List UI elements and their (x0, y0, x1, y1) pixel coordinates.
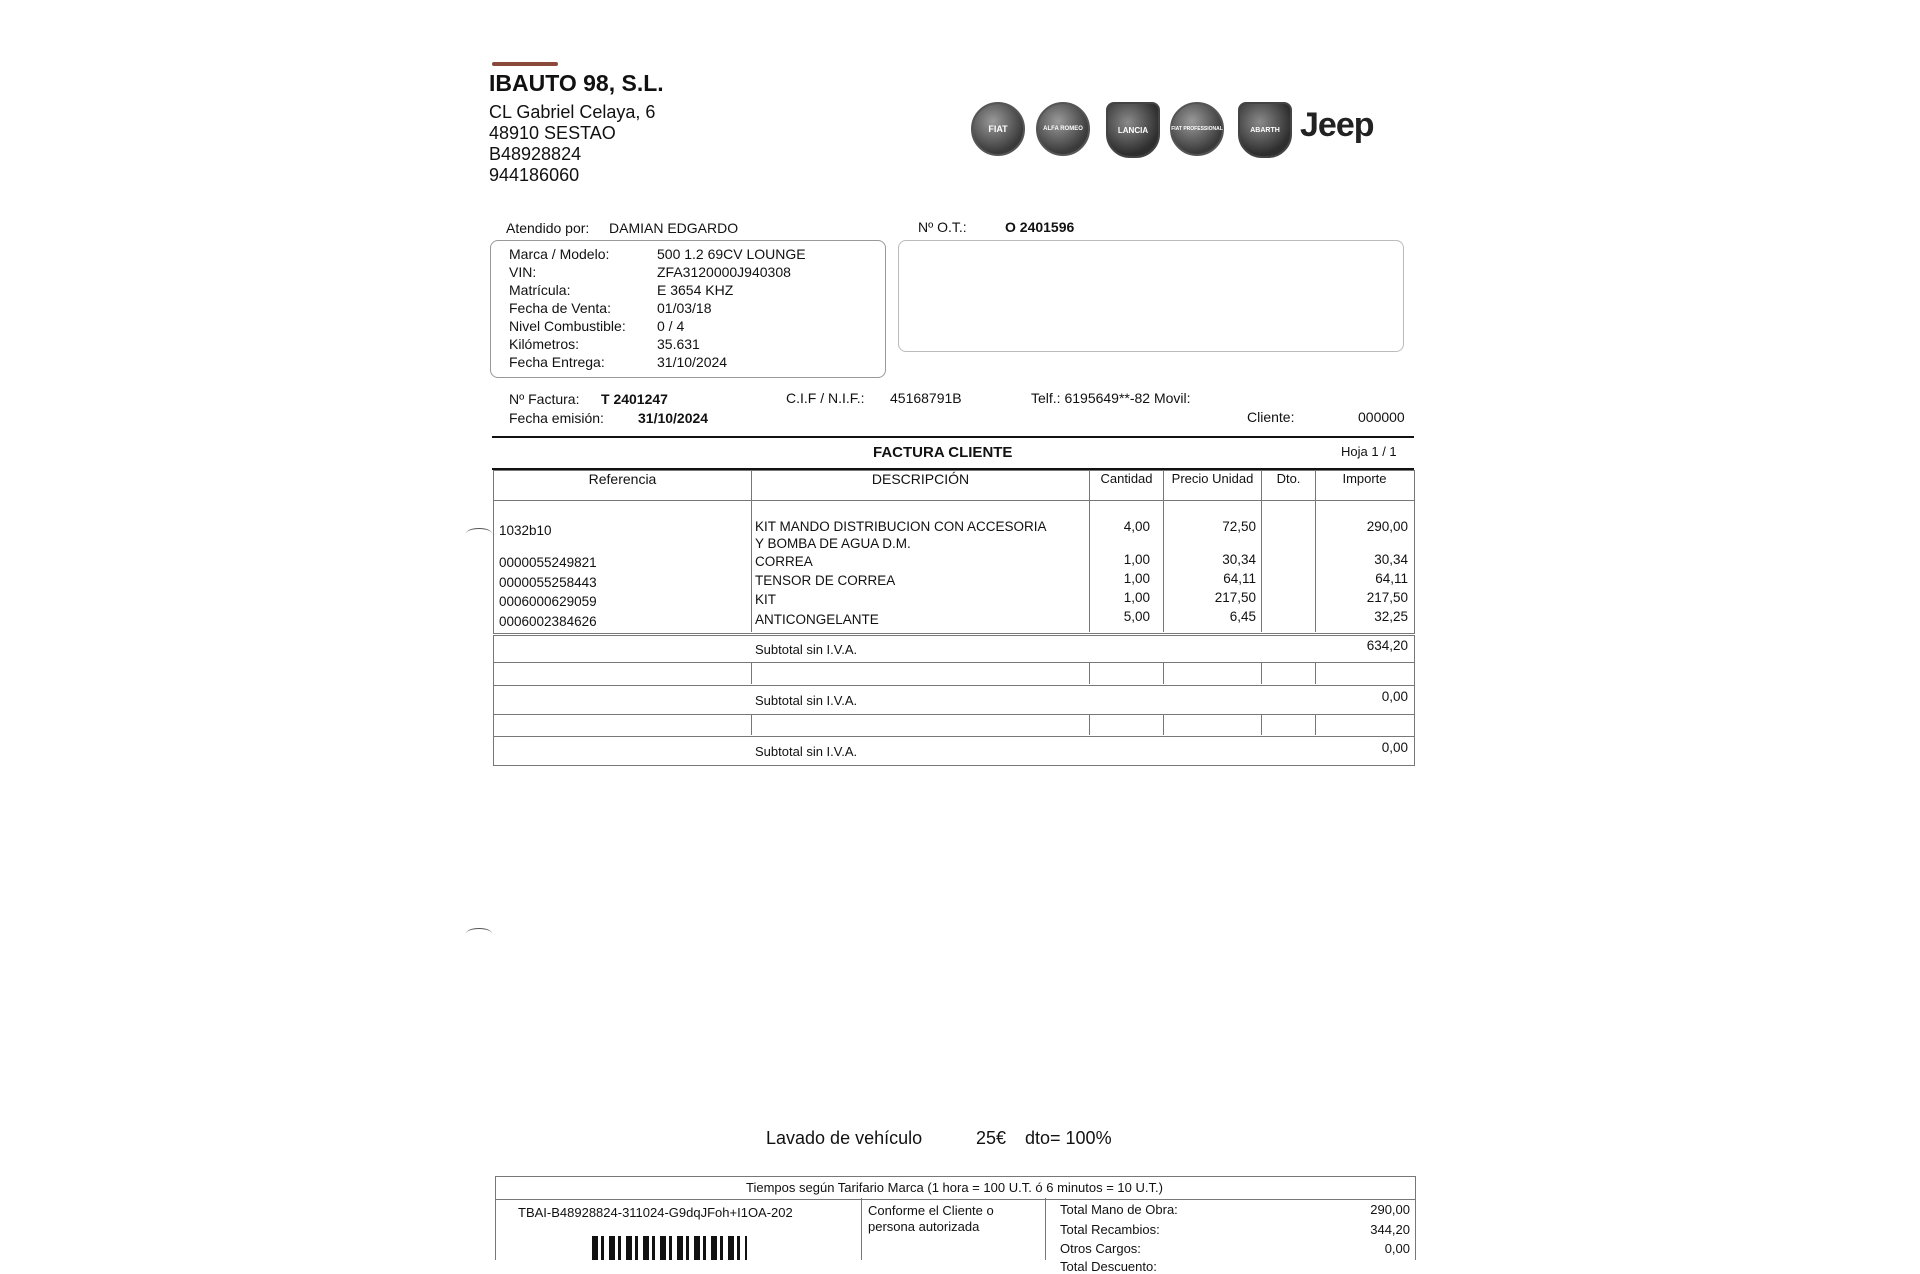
subtotal-label: Subtotal sin I.V.A. (755, 744, 858, 759)
vehicle-label: Matrícula: (509, 282, 571, 298)
lancia-logo-icon: LANCIA (1106, 102, 1160, 158)
subtotal-value: 634,20 (1366, 638, 1408, 653)
table-row-qty: 1,00 (1123, 571, 1150, 586)
empty-row (493, 662, 1415, 686)
table-row-amount: 290,00 (1366, 519, 1408, 534)
sheet-number: Hoja 1 / 1 (1341, 444, 1397, 459)
company-cif: B48928824 (489, 144, 582, 164)
client-label: Cliente: (1247, 409, 1295, 425)
invoice-date-label: Fecha emisión: (509, 410, 604, 426)
table-row-ref: 0000055249821 (499, 555, 597, 570)
jeep-logo-icon: Jeep (1300, 106, 1374, 144)
col-divider (751, 662, 752, 684)
table-row-desc: KIT (755, 592, 777, 607)
vehicle-label: Nivel Combustible: (509, 318, 626, 334)
divider (492, 436, 1414, 438)
col-divider (1045, 1198, 1046, 1260)
company-name: IBAUTO 98, S.L. (489, 70, 664, 96)
table-row-price: 6,45 (1229, 609, 1256, 624)
col-divider (1163, 662, 1164, 684)
header-dto: Dto. (1276, 471, 1301, 486)
table-row-price: 64,11 (1223, 571, 1256, 586)
table-row-price: 30,34 (1222, 552, 1256, 567)
subtotal-label: Subtotal sin I.V.A. (755, 642, 858, 657)
vehicle-label: Marca / Modelo: (509, 246, 610, 262)
col-divider (1261, 662, 1262, 684)
col-divider (1163, 714, 1164, 735)
col-divider (1315, 470, 1316, 632)
col-divider (861, 1198, 862, 1260)
table-row-qty: 1,00 (1123, 552, 1150, 567)
fiat-professional-logo-icon: FIAT PROFESSIONAL (1170, 102, 1224, 156)
header-referencia: Referencia (588, 471, 657, 487)
company-postal-city: 48910 SESTAO (489, 123, 616, 143)
table-row-desc: KIT MANDO DISTRIBUCION CON ACCESORIA (755, 519, 1047, 534)
total-value: 344,20 (1370, 1222, 1410, 1237)
col-divider (1163, 470, 1164, 632)
total-label: Total Recambios: (1060, 1222, 1160, 1237)
invoice-date: 31/10/2024 (638, 410, 709, 426)
attended-label: Atendido por: (506, 220, 590, 236)
vehicle-value: 500 1.2 69CV LOUNGE (657, 246, 806, 262)
table-row-ref: 0000055258443 (499, 575, 597, 590)
vehicle-label: VIN: (509, 264, 537, 280)
table-row-amount: 30,34 (1374, 552, 1408, 567)
phone-label: Telf.: 6195649**-82 Movil: (1031, 390, 1191, 406)
items-table (493, 470, 1415, 634)
col-divider (1315, 714, 1316, 735)
header-descripcion: DESCRIPCIÓN (871, 471, 970, 487)
total-label: Total Mano de Obra: (1060, 1202, 1178, 1217)
subtotal-label: Subtotal sin I.V.A. (755, 693, 858, 708)
subtotal-row (493, 635, 1415, 663)
wash-note-discount: dto= 100% (1025, 1128, 1112, 1148)
col-divider (1315, 662, 1316, 684)
invoice-number-label: Nº Factura: (509, 391, 580, 407)
table-row-desc: CORREA (755, 554, 813, 569)
alfa-romeo-logo-icon: ALFA ROMEO (1036, 102, 1090, 156)
wash-note-label: Lavado de vehículo (766, 1128, 923, 1148)
conforme-label: Conforme el Cliente o (868, 1203, 994, 1218)
attended-value: DAMIAN EDGARDO (609, 220, 739, 236)
client-number: 000000 (1358, 409, 1405, 425)
table-row-desc: TENSOR DE CORREA (755, 573, 896, 588)
table-row-amount: 64,11 (1375, 571, 1408, 586)
subtotal-value: 0,00 (1381, 740, 1408, 755)
vehicle-value: 01/03/18 (657, 300, 712, 316)
subtotal-value: 0,00 (1381, 689, 1408, 704)
col-divider (1089, 714, 1090, 735)
scan-mark (466, 528, 492, 539)
vehicle-label: Kilómetros: (509, 336, 580, 352)
col-divider (1089, 662, 1090, 684)
table-header-divider (493, 500, 1414, 501)
vehicle-value: E 3654 KHZ (657, 282, 734, 298)
vehicle-value: ZFA3120000J940308 (657, 264, 791, 280)
table-row-ref: 0006000629059 (499, 594, 597, 609)
col-divider (1261, 470, 1262, 632)
company-address: CL Gabriel Celaya, 6 (489, 102, 656, 122)
ot-label: Nº O.T.: (918, 219, 967, 235)
subtotal-row (493, 736, 1415, 766)
pen-mark (492, 62, 558, 66)
total-label: Otros Cargos: (1060, 1241, 1141, 1256)
header-cantidad: Cantidad (1100, 471, 1153, 486)
vehicle-value: 35.631 (657, 336, 700, 352)
table-row-qty: 5,00 (1123, 609, 1150, 624)
table-row-price: 72,50 (1222, 519, 1256, 534)
tariff-note: Tiempos según Tarifario Marca (1 hora = 100 U.T. ó 6 minutos = 10 U.T.) (746, 1180, 1163, 1195)
table-row-qty: 4,00 (1123, 519, 1150, 534)
vehicle-label: Fecha Entrega: (509, 354, 605, 370)
table-row-ref: 0006002384626 (499, 614, 597, 629)
wash-note-price: 25€ (976, 1128, 1007, 1148)
subtotal-row (493, 685, 1415, 715)
vehicle-label: Fecha de Venta: (509, 300, 611, 316)
vehicle-value: 0 / 4 (657, 318, 685, 334)
invoice-number: T 2401247 (601, 391, 668, 407)
col-divider (751, 470, 752, 632)
abarth-logo-icon: ABARTH (1238, 102, 1292, 158)
table-row-amount: 32,25 (1374, 609, 1408, 624)
col-divider (1089, 470, 1090, 632)
table-row-price: 217,50 (1214, 590, 1256, 605)
empty-row (493, 714, 1415, 737)
total-value: 0,00 (1384, 1241, 1410, 1256)
table-row-desc: ANTICONGELANTE (755, 612, 879, 627)
ot-value: O 2401596 (1005, 219, 1075, 235)
brand-logos (966, 98, 1402, 158)
table-row-qty: 1,00 (1123, 590, 1150, 605)
table-row-ref: 1032b10 (499, 523, 552, 538)
header-importe: Importe (1342, 471, 1387, 486)
cif-value: 45168791B (890, 390, 962, 406)
col-divider (1261, 714, 1262, 735)
client-info-box (898, 240, 1404, 352)
table-row-desc: Y BOMBA DE AGUA D.M. (755, 536, 911, 551)
vehicle-value: 31/10/2024 (657, 354, 728, 370)
fiat-logo-icon: FIAT (971, 102, 1025, 156)
company-phone: 944186060 (489, 165, 580, 185)
conforme-label-2: persona autorizada (868, 1219, 980, 1234)
qr-code-icon (592, 1236, 747, 1260)
scan-mark (466, 928, 492, 939)
table-row-amount: 217,50 (1366, 590, 1408, 605)
invoice-title: FACTURA CLIENTE (873, 444, 1013, 461)
header-precio-unidad: Precio Unidad (1171, 471, 1254, 486)
total-value: 290,00 (1370, 1202, 1410, 1217)
cif-label: C.I.F / N.I.F.: (786, 390, 865, 406)
total-label: Total Descuento: (1060, 1259, 1157, 1274)
tbai-code: TBAI-B48928824-311024-G9dqJFoh+I1OA-202 (518, 1205, 793, 1220)
col-divider (751, 714, 752, 735)
